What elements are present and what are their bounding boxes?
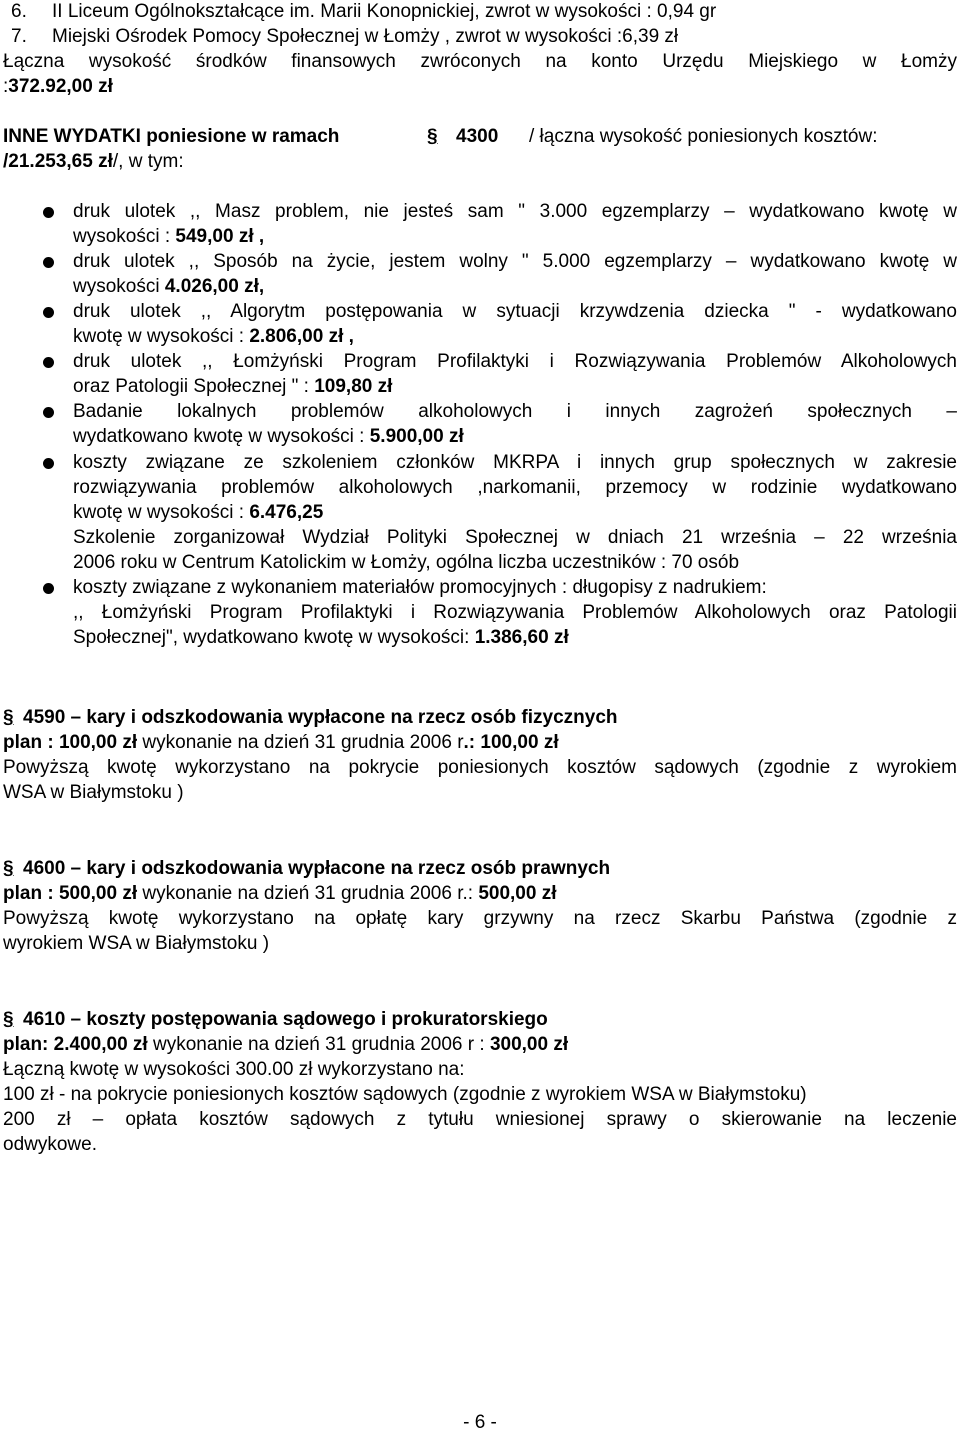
plan-label: plan : [3,883,59,904]
other-expenses-heading-rest: / łączna wysokość poniesionych kosztów: [529,126,878,147]
section-title: 4610 – koszty postępowania sądowego i prokuratorskiego [23,1009,548,1030]
execution-amount: 300,00 zł [489,1034,569,1055]
expense-item-line: druk ulotek ,, Algorytm postępowania w sytuacji krzywdzenia dziecka " - wydatkowano [73,301,957,322]
expense-item-amount-line [73,275,957,299]
list-number: 6. [11,1,27,22]
bullet-icon [43,357,54,368]
execution-label: wykonanie na dzień 31 grudnia 2006 r [137,732,464,753]
expense-item-text: wysokości [73,276,165,297]
expense-item-line: koszty związane z wykonaniem materiałów promocyjnych : długopisy z nadrukiem: [73,577,767,598]
expense-item-text: kwotę w wysokości : [73,502,250,523]
expense-item-text: wysokości : [73,226,176,247]
section-description: Powyższą kwotę wykorzystano na pokrycie poniesionych kosztów sądowych (zgodnie z wyrokiem [3,757,957,778]
expense-item-line: ,, Łomżyński Program Profilaktyki i Rozwiązywania Problemów Alkoholowych oraz Patologii [73,602,957,623]
list-item-text: Miejski Ośrodek Pomocy Społecznej w Łomży , zwrot w wysokości :6,39 zł [52,26,679,47]
other-expenses-title: INNE WYDATKI poniesione w ramach [3,126,340,147]
expense-item-amount: 6.476,25 [249,502,324,523]
bullet-icon [43,207,54,218]
plan-label: plan : [3,732,59,753]
expense-item-line: druk ulotek ,, Łomżyński Program Profilaktyki i Rozwiązywania Problemów Alkoholowych [73,351,957,372]
execution-amount: 500,00 zł [478,883,557,904]
section-description: 200 zł – opłata kosztów sądowych z tytułu wniesionej sprawy o skierowanie na leczenie [3,1109,957,1130]
expense-item-text: Społecznej", wydatkowano kwotę w wysokości: [73,627,475,648]
expense-item-amount-line [73,325,957,349]
section-mark: § [427,126,438,147]
expense-item-line: Szkolenie zorganizował Wydział Polityki Społecznej w dniach 21 września – 22 września [73,527,957,548]
section-description: Powyższą kwotę wykorzystano na opłatę kary grzywny na rzecz Skarbu Państwa (zgodnie z [3,908,957,929]
bullet-icon [43,583,54,594]
list-number: 7. [11,26,27,47]
total-return-prefix: : [3,76,9,97]
section-plan-line [3,1033,957,1057]
section-description: wyrokiem WSA w Białymstoku ) [3,933,270,954]
section-heading [3,706,957,730]
section-heading [3,1008,957,1032]
execution-amount: 100,00 zł [480,732,559,753]
plan-label: plan: [3,1034,54,1055]
total-return-text: Łączna wysokość środków finansowych zwróconych na konto Urzędu Miejskiego w Łomży [3,51,957,72]
section-description: odwykowe. [3,1134,97,1155]
page-number: - 6 - [463,1412,497,1433]
plan-amount: 100,00 zł [58,732,138,753]
section-heading [3,857,957,881]
other-expenses-total-line [3,150,957,174]
total-return-amount-line [3,75,957,99]
expense-item-line: rozwiązywania problemów alkoholowych ,narkomanii, przemocy w rodzinie wydatkowano [73,477,957,498]
expense-item-text: kwotę w wysokości : [73,326,250,347]
expense-item-text: wydatkowano kwotę w wysokości : [73,426,370,447]
expense-item-amount: 1.386,60 zł [474,627,569,648]
section-title: 4600 – kary i odszkodowania wypłacone na rzecz osób prawnych [23,858,611,879]
execution-label: wykonanie na dzień 31 grudnia 2006 r.: [137,883,479,904]
section-mark: § [3,1009,14,1030]
expense-item-line: 2006 roku w Centrum Katolickim w Łomży, ogólna liczba uczestników : 70 osób [73,552,740,573]
section-description: WSA w Białymstoku ) [3,782,184,803]
execution-label: wykonanie na dzień 31 grudnia 2006 r : [147,1034,490,1055]
expense-item-amount: 5.900,00 zł [369,426,464,447]
list-item-text: II Liceum Ogólnokształcące im. Marii Konopnickiej, zwrot w wysokości : 0,94 gr [52,1,717,22]
plan-amount: 2.400,00 zł [53,1034,148,1055]
section-title: 4590 – kary i odszkodowania wypłacone na rzecz osób fizycznych [23,707,618,728]
bullet-icon [43,257,54,268]
bullet-icon [43,407,54,418]
expense-item-line: Badanie lokalnych problemów alkoholowych i innych zagrożeń społecznych – [73,401,957,422]
expense-item-text: oraz Patologii Społecznej " : [73,376,315,397]
section-description: 100 zł - na pokrycie poniesionych kosztów sądowych (zgodnie z wyrokiem WSA w Białymstoku) [3,1084,807,1105]
expense-item-line: druk ulotek ,, Sposób na życie, jestem wolny " 5.000 egzemplarzy – wydatkowano kwotę w [73,251,957,272]
bullet-icon [43,307,54,318]
section-plan-line [3,882,957,906]
expense-item-amount: 109,80 zł [314,376,393,397]
other-expenses-total: /21.253,65 zł [3,151,113,172]
expense-item-amount: 2.806,00 zł , [249,326,354,347]
section-plan-line [3,731,957,755]
expense-item-amount: 549,00 zł , [175,226,265,247]
expense-item-line: koszty związane ze szkoleniem członków MKRPA i innych grup społecznych w zakresie [73,452,957,473]
section-mark: § [3,858,14,879]
expense-item-amount-line [73,425,957,449]
expense-item-amount-line [73,626,957,650]
expense-item-amount-line [73,501,957,525]
section-description: Łączną kwotę w wysokości 300.00 zł wykorzystano na: [3,1059,465,1080]
plan-amount: 500,00 zł [58,883,138,904]
expense-item-line: druk ulotek ,, Masz problem, nie jesteś sam " 3.000 egzemplarzy – wydatkowano kwotę w [73,201,957,222]
expense-item-amount-line [73,375,957,399]
execution-separator: .: [463,732,481,753]
section-mark: § [3,707,14,728]
other-expenses-total-suffix: /, w tym: [112,151,184,172]
expense-item-amount-line [73,225,957,249]
expense-item-amount: 4.026,00 zł, [164,276,265,297]
section-code: 4300 [456,126,499,147]
total-return-amount: 372.92,00 zł [8,76,113,97]
bullet-icon [43,458,54,469]
